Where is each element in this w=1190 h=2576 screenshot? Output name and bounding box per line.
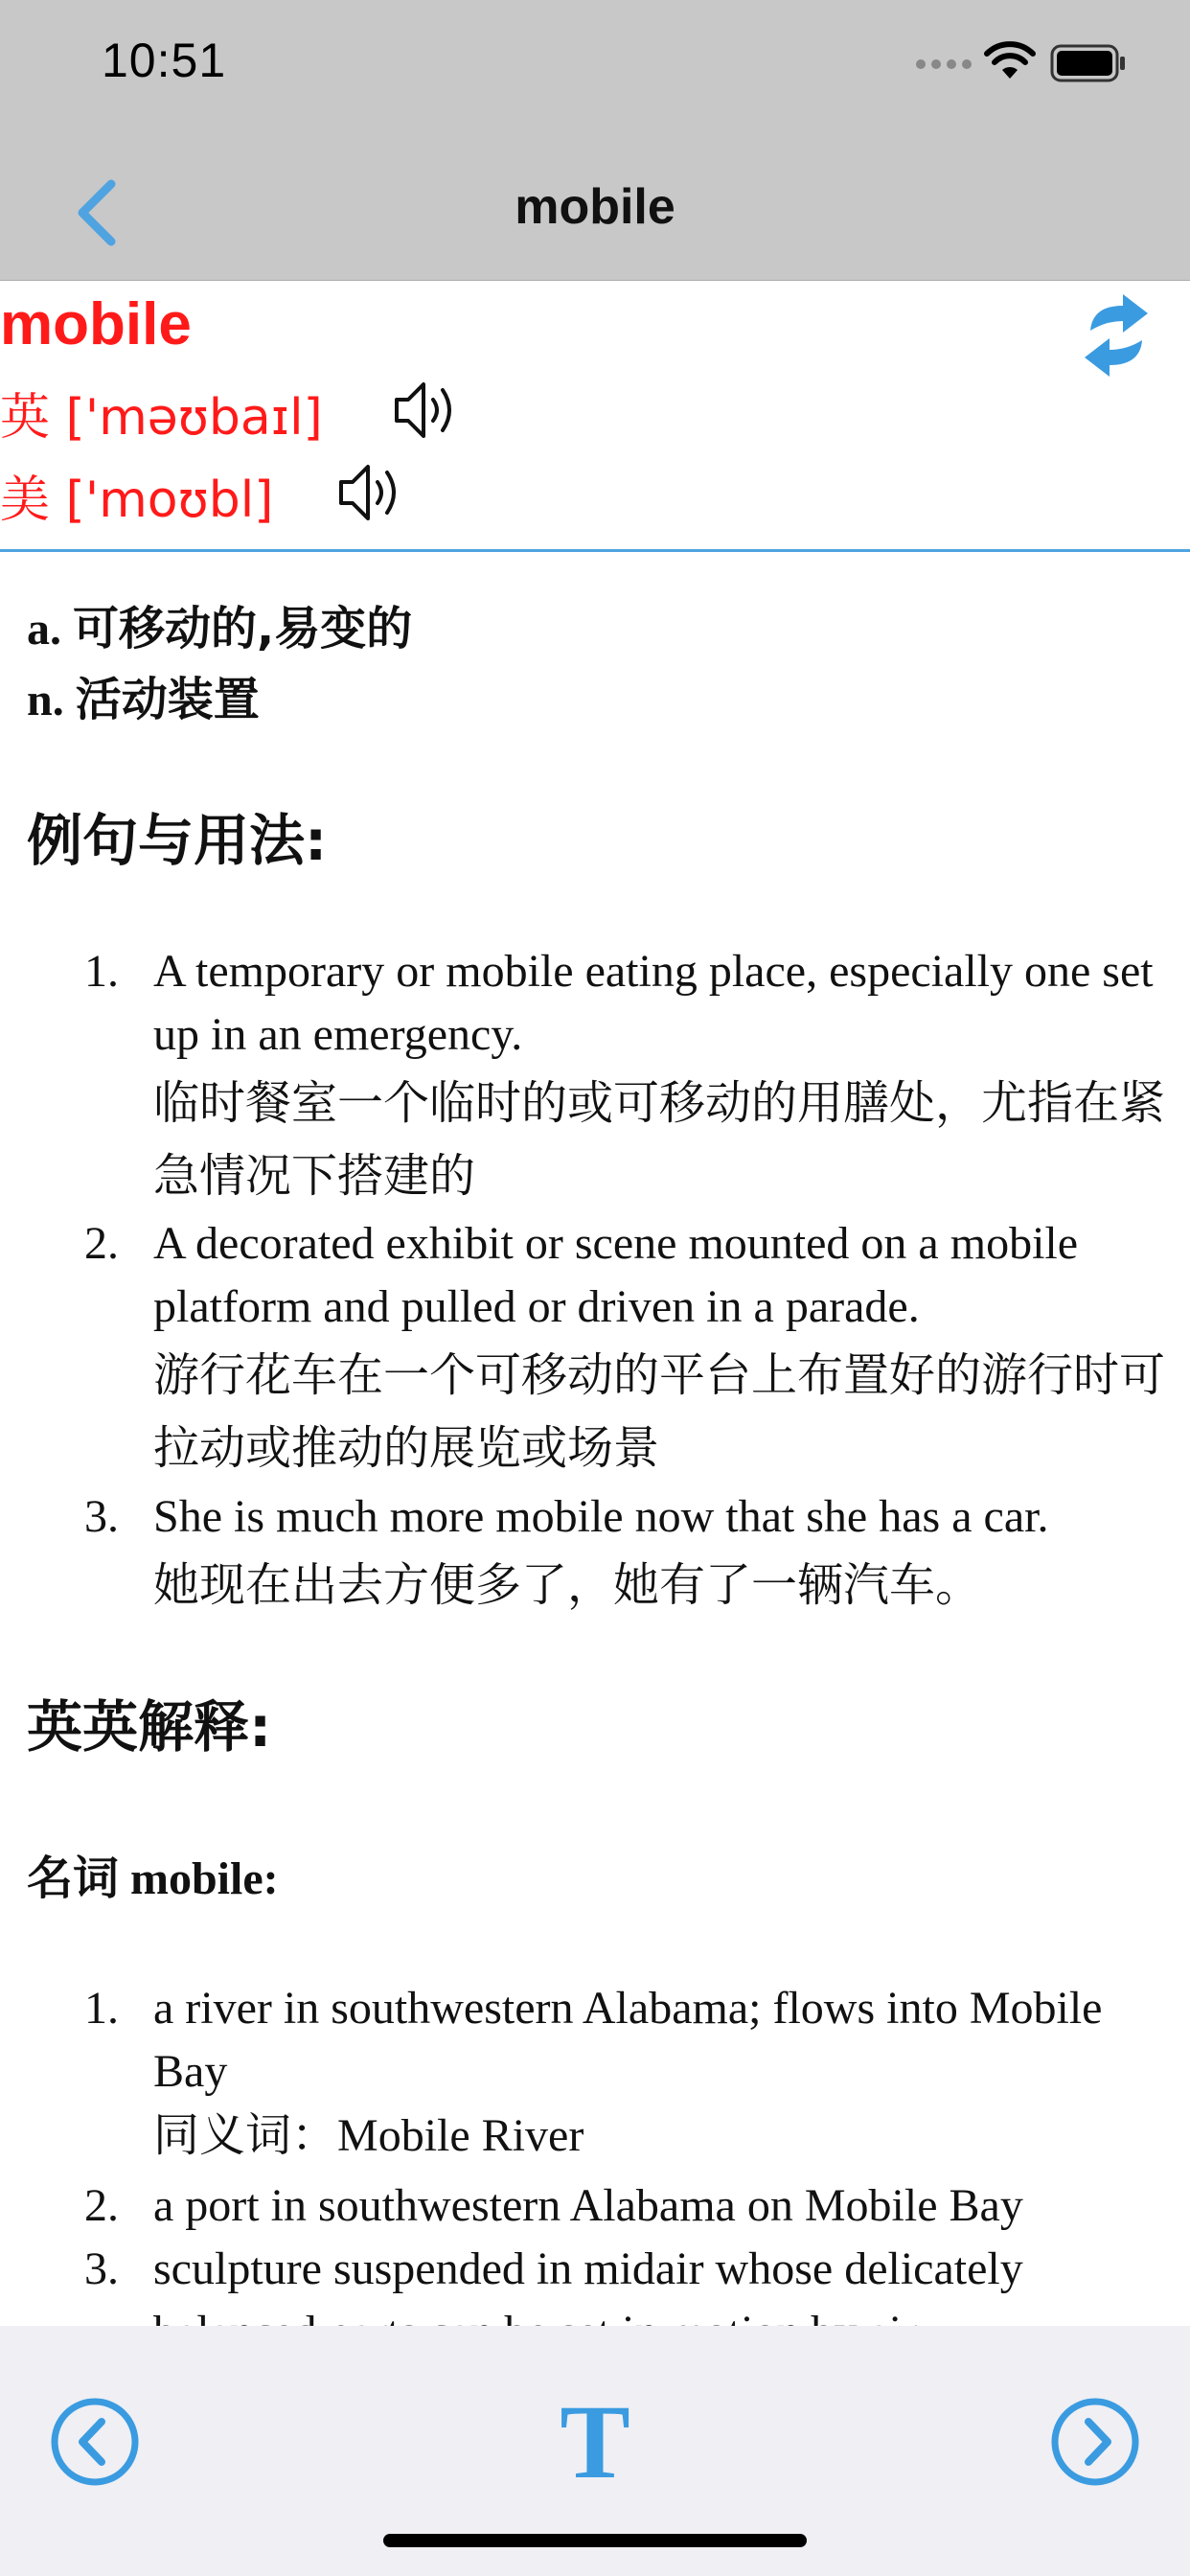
cellular-signal-icon xyxy=(915,58,973,71)
noun-subheading xyxy=(27,1841,279,1907)
english-def-number: 1. xyxy=(84,1983,119,2034)
chevron-right-circle-icon[interactable] xyxy=(1050,2397,1140,2487)
example-item xyxy=(84,1212,1169,1484)
pronunciation-us-ipa: ['moʊbl] xyxy=(65,472,274,529)
nav-bar xyxy=(0,126,1190,281)
status-time: 10:51 xyxy=(102,34,227,87)
example-item xyxy=(84,940,1169,1212)
english-section-title: 英英解释: xyxy=(27,1694,272,1760)
example-number: 1. xyxy=(84,946,119,997)
pronunciation-uk-label: 英 xyxy=(0,389,51,447)
english-def-text: sculpture suspended in midair whose delicately xyxy=(153,2243,1023,2294)
word-header xyxy=(0,281,1190,552)
status-bar xyxy=(0,0,1190,126)
example-number: 3. xyxy=(84,1491,119,1542)
pronunciation-us-label: 美 xyxy=(0,472,51,529)
synonym-label: 同义词： xyxy=(153,2108,338,2162)
example-english: A temporary or mobile eating place, especially one set up in an emergency. xyxy=(153,946,1154,1060)
english-def-text: a river in southwestern Alabama; flows into Mobile Bay xyxy=(153,1983,1103,2097)
english-def-number: 2. xyxy=(84,2180,119,2231)
definition-line xyxy=(27,662,260,728)
speaker-us-icon[interactable] xyxy=(335,459,408,526)
pronunciation-uk-ipa: ['məʊbaɪl] xyxy=(65,389,323,447)
wifi-icon xyxy=(983,40,1037,80)
example-chinese: 临时餐室一个临时的或可移动的用膳处，尤指在紧急情况下搭建的 xyxy=(153,1076,1166,1203)
chevron-left-circle-icon[interactable] xyxy=(50,2397,140,2487)
definition-pos: n. xyxy=(27,675,64,725)
example-item xyxy=(84,1485,1169,1622)
font-button-label: T xyxy=(560,2383,630,2500)
example-number: 2. xyxy=(84,1218,119,1269)
example-chinese: 她现在出去方便多了，她有了一辆汽车。 xyxy=(153,1558,982,1612)
noun-subheading-text: 名词 mobile: xyxy=(27,1853,279,1904)
home-indicator xyxy=(383,2534,807,2547)
example-chinese: 游行花车在一个可移动的平台上布置好的游行时可拉动或推动的展览或场景 xyxy=(153,1348,1166,1475)
text-size-icon[interactable] xyxy=(554,2383,636,2500)
synonym-value: Mobile River xyxy=(337,2110,584,2161)
definition-pos: a. xyxy=(27,604,61,655)
synonym-line xyxy=(153,2104,1169,2168)
definition-line xyxy=(27,591,412,657)
pronunciation-us xyxy=(0,459,273,531)
headword: mobile xyxy=(0,291,192,357)
english-def-number: 3. xyxy=(84,2243,119,2294)
definition-meaning: 活动装置 xyxy=(75,673,260,726)
english-def-text: a port in southwestern Alabama on Mobile Bay xyxy=(153,2180,1023,2231)
speaker-uk-icon[interactable] xyxy=(391,377,464,444)
english-def-item xyxy=(84,2174,1169,2238)
example-english: A decorated exhibit or scene mounted on a mobile platform and pulled or driven in a parade. xyxy=(153,1218,1079,1332)
nav-title: mobile xyxy=(515,179,675,235)
content-area[interactable] xyxy=(0,553,1190,2326)
definition-meaning: 可移动的,易变的 xyxy=(73,602,413,656)
english-def-item xyxy=(84,1977,1169,2168)
battery-icon xyxy=(1050,44,1127,82)
pronunciation-uk xyxy=(0,377,323,448)
example-english: She is much more mobile now that she has a car. xyxy=(153,1491,1049,1542)
refresh-icon[interactable] xyxy=(1081,292,1152,379)
examples-section-title: 例句与用法: xyxy=(27,808,328,873)
